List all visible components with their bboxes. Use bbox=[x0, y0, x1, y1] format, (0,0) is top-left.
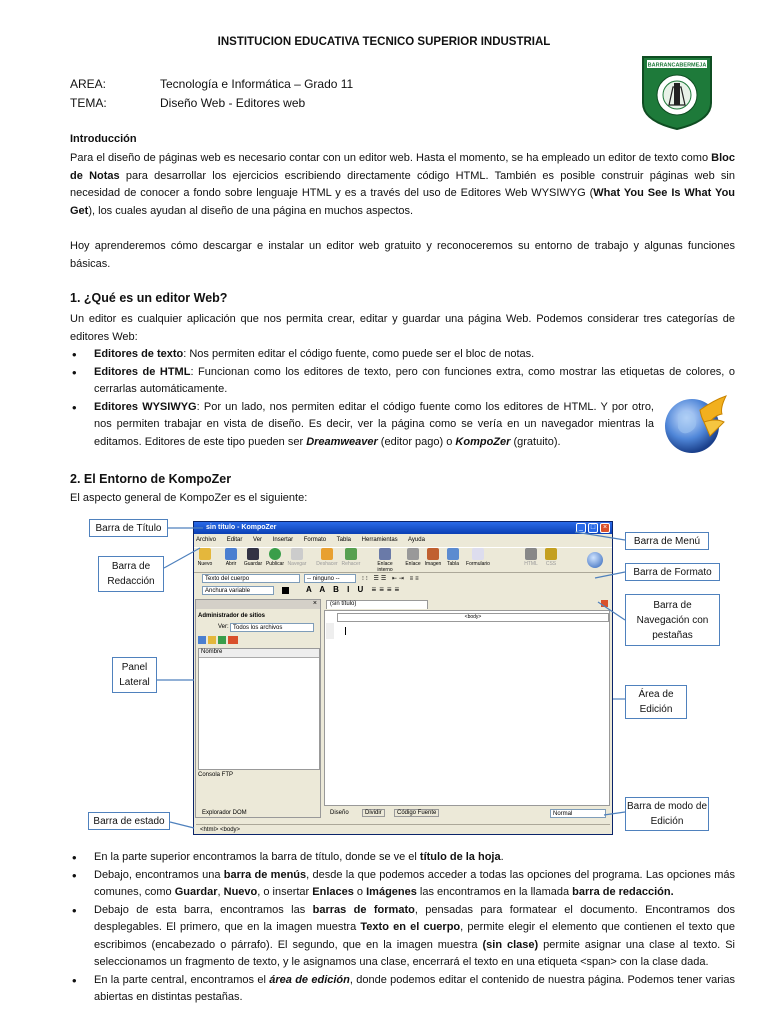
callout-format-bar: Barra de Formato bbox=[625, 563, 720, 581]
image-button[interactable]: Imagen bbox=[422, 548, 444, 567]
undo-button[interactable]: Deshacer bbox=[316, 548, 338, 567]
callout-editing-area: Área de Edición bbox=[625, 685, 687, 719]
html-button[interactable]: HTML bbox=[520, 548, 542, 567]
close-panel-icon[interactable]: × bbox=[312, 600, 317, 607]
css-button[interactable]: CSS bbox=[540, 548, 562, 567]
body-tag-bar: <body> bbox=[337, 613, 609, 622]
tab-untitled[interactable]: (sin título) bbox=[326, 600, 428, 609]
new-button[interactable]: Nuevo bbox=[194, 548, 216, 567]
menu-item[interactable]: Insertar bbox=[272, 537, 294, 543]
menu-item[interactable]: Ayuda bbox=[408, 537, 425, 543]
section2-heading: 2. El Entorno de KompoZer bbox=[70, 472, 232, 486]
mode-split[interactable]: Dividir bbox=[362, 809, 385, 817]
save-button[interactable]: Guardar bbox=[242, 548, 264, 567]
view-label: Ver: bbox=[218, 624, 229, 630]
intro-paragraph-1: Para el diseño de páginas web es necesario contar con un editor web. Hasta el momento, se ha empleado un editor de texto como Bloc de Notas para desarrollar los ejercicios escribiendo directamente código HTML. También es posible construir páginas web sin necesidad de conocer a fondo sobre lenguaje HTML y es a través del uso de Editores Web WYSIWYG (What You See Is What You Get), los cuales ayudan al diseño de una página en muchos aspectos. bbox=[70, 152, 736, 217]
area-value: Tecnología e Informática – Grado 11 bbox=[160, 77, 354, 91]
list-item: • Editores de HTML: Funcionan como los editores de texto, pero con funciones extra, como mostrar las etiquetas de colores, o cerrarlas automáticamente. bbox=[70, 364, 735, 399]
paragraph-format-select[interactable]: Texto del cuerpo bbox=[202, 574, 300, 583]
file-filter-select[interactable]: Todos los archivos bbox=[230, 623, 314, 632]
style-buttons[interactable]: A A B I U ≡≡≡≡ bbox=[306, 585, 403, 594]
section2-intro: El aspecto general de KompoZer es el siguiente: bbox=[70, 492, 308, 504]
class-select[interactable]: -- ninguno -- bbox=[304, 574, 356, 583]
menu-item[interactable]: Formato bbox=[303, 537, 327, 543]
menu-item[interactable]: Herramientas bbox=[361, 537, 398, 543]
list-item: • En la parte superior encontramos la barra de título, donde se ve el título de la hoja. bbox=[70, 849, 735, 867]
menu-item[interactable]: Ver bbox=[253, 537, 263, 543]
callout-title-bar: Barra de Título bbox=[89, 519, 168, 537]
callout-tab-bar: Barra de Navegación con pestañas bbox=[625, 594, 720, 646]
menu-item[interactable]: Tabla bbox=[336, 537, 351, 543]
redo-button[interactable]: Rehacer bbox=[340, 548, 362, 567]
font-select[interactable]: Anchura variable bbox=[202, 586, 274, 595]
list-item: • Editores de texto: Nos permiten editar el código fuente, como puede ser el bloc de notas. bbox=[70, 346, 735, 364]
ftp-console-label[interactable]: Consola FTP bbox=[198, 772, 234, 778]
form-button[interactable]: Formulario bbox=[464, 548, 492, 567]
list-item: • Debajo, encontramos una barra de menús, desde la que podemos acceder a todas las opciones del programa. Las opciones más comunes, como Guardar, Nuevo, o insertar Enlaces o Imágenes las encontramos en la llamada barra de redacción. bbox=[70, 867, 735, 902]
tema-value: Diseño Web - Editores web bbox=[160, 96, 306, 110]
callout-composition-bar: Barra de Redacción bbox=[98, 556, 164, 592]
maximize-icon[interactable]: □ bbox=[588, 523, 598, 533]
list-item: • Editores WYSIWYG: Por un lado, nos permiten editar el código fuente como los editores de HTML. Y por otro, nos permiten trabajar en vista de diseño. Es decir, ver la página como se vería en un navegador mientras la editamos. Editores de este tipo pueden ser Dreamweaver (editor pago) o KompoZer (gratuito). bbox=[70, 399, 654, 452]
callout-status-bar: Barra de estado bbox=[88, 812, 170, 830]
callout-menu-bar: Barra de Menú bbox=[625, 532, 709, 550]
mode-source[interactable]: Código Fuente bbox=[394, 809, 439, 817]
view-mode-select[interactable]: Normal bbox=[550, 809, 606, 818]
list-item: • En la parte central, encontramos el área de edición, donde podemos editar el contenido de nuestra página. Podemos tener varias abiertas en distintas pestañas. bbox=[70, 972, 735, 1007]
publish-button[interactable]: Publicar bbox=[264, 548, 286, 567]
link-button[interactable]: Enlace bbox=[402, 548, 424, 567]
intro-heading: Introducción bbox=[70, 133, 137, 145]
intro-paragraph-2: Hoy aprenderemos cómo descargar e instalar un editor web gratuito y reconoceremos su entorno de trabajo y algunas funciones básicas. bbox=[70, 240, 735, 270]
section1-heading: 1. ¿Qué es un editor Web? bbox=[70, 291, 228, 305]
site-manager-title: Administrador de sitios bbox=[198, 613, 266, 619]
logo-text: BARRANCABERMEJA bbox=[647, 62, 707, 69]
list-item: • Debajo de esta barra, encontramos las barras de formato, pensadas para formatear el documento. Encontramos dos desplegables. El primero, que en la imagen muestra Texto en el cuerpo, permite elegir el elemento que contienen el texto que escribimos (encabezado o párrafo). El segundo, que en la imagen muestra (sin clase) permite asignar una clase al texto. Si seleccionamos un fragmento de texto, y le asignamos una clase, encerrará el texto en una etiqueta <span> con la clase dada. bbox=[70, 902, 735, 972]
tema-label: TEMA: bbox=[70, 96, 107, 110]
menu-item[interactable]: Archivo bbox=[196, 537, 217, 543]
table-button[interactable]: Tabla bbox=[442, 548, 464, 567]
list-buttons[interactable]: ⁝⁝ ☰☰ ⇤⇥ ≡≡ bbox=[362, 576, 421, 582]
menu-item[interactable]: Editar bbox=[226, 537, 243, 543]
anchor-button[interactable]: Enlace interno bbox=[370, 548, 400, 573]
callout-side-panel: Panel Lateral bbox=[112, 657, 157, 693]
document-title: INSTITUCION EDUCATIVA TECNICO SUPERIOR INDUSTRIAL bbox=[217, 36, 551, 48]
window-title: sin título - KompoZer bbox=[206, 524, 277, 531]
open-button[interactable]: Abrir bbox=[220, 548, 242, 567]
callout-edit-mode-bar: Barra de modo de Edición bbox=[625, 797, 709, 831]
area-label: AREA: bbox=[70, 77, 107, 91]
mode-design[interactable]: Diseño bbox=[330, 810, 349, 816]
browse-button[interactable]: Navegar bbox=[286, 548, 308, 567]
name-column[interactable]: Nombre bbox=[199, 649, 319, 658]
close-icon[interactable]: × bbox=[600, 523, 610, 533]
section1-intro: Un editor es cualquier aplicación que nos permita crear, editar y guardar una página Web. Podemos considerar tres categorías de editores Web: bbox=[70, 313, 735, 343]
interface-description-list bbox=[70, 849, 735, 1007]
dom-explorer-label[interactable]: Explorador DOM bbox=[202, 810, 247, 816]
minimize-icon[interactable]: _ bbox=[576, 523, 586, 533]
status-text: <html> <body> bbox=[200, 827, 241, 833]
